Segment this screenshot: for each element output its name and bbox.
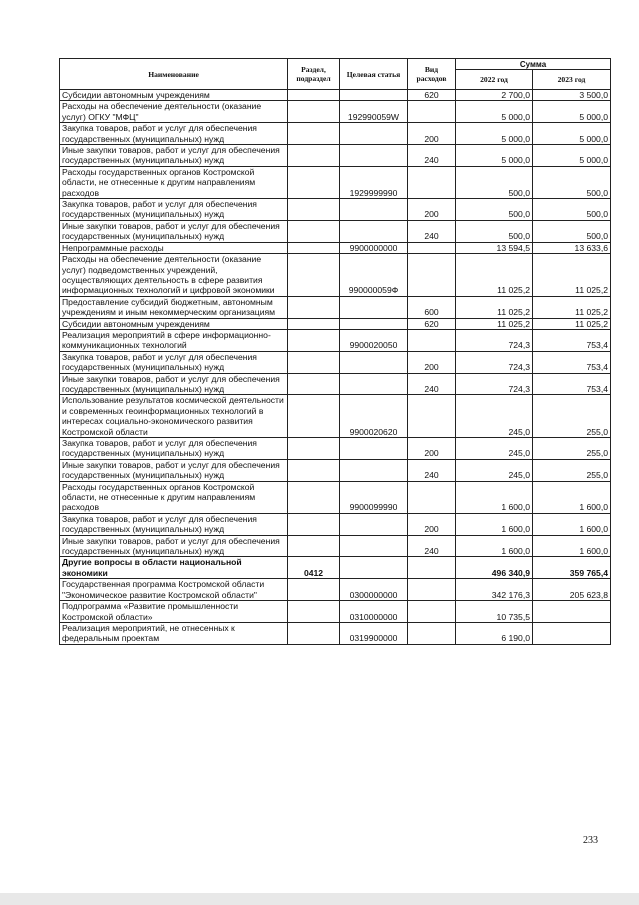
row-section-cell bbox=[288, 481, 340, 513]
row-section-cell bbox=[288, 123, 340, 145]
row-2023-cell: 11 025,2 bbox=[533, 318, 611, 329]
row-kind-cell bbox=[408, 166, 456, 198]
row-kind-cell: 200 bbox=[408, 438, 456, 460]
row-2022-cell: 11 025,2 bbox=[456, 296, 533, 318]
row-2022-cell: 342 176,3 bbox=[456, 579, 533, 601]
row-name-cell: Расходы государственных органов Костромской области, не отнесенные к другим направлениям расходов bbox=[60, 481, 288, 513]
row-name-cell: Другие вопросы в области национальной экономики bbox=[60, 557, 288, 579]
row-kind-cell bbox=[408, 557, 456, 579]
row-name-cell: Реализация мероприятий в сфере информационно-коммуникационных технологий bbox=[60, 329, 288, 351]
row-2023-cell: 1 600,0 bbox=[533, 513, 611, 535]
header-2023: 2023 год bbox=[533, 70, 611, 90]
table-row bbox=[60, 166, 611, 198]
row-section-cell bbox=[288, 145, 340, 167]
row-2023-cell: 1 600,0 bbox=[533, 481, 611, 513]
table-row bbox=[60, 242, 611, 253]
row-target-cell bbox=[340, 373, 408, 395]
row-2023-cell bbox=[533, 622, 611, 644]
budget-table bbox=[59, 58, 611, 645]
row-2022-cell: 5 000,0 bbox=[456, 145, 533, 167]
row-section-cell bbox=[288, 254, 340, 297]
table-row bbox=[60, 220, 611, 242]
header-2022: 2022 год bbox=[456, 70, 533, 90]
row-section-cell bbox=[288, 459, 340, 481]
row-2023-cell: 753,4 bbox=[533, 329, 611, 351]
row-section-cell: 0412 bbox=[288, 557, 340, 579]
row-name-cell: Иные закупки товаров, работ и услуг для обеспечения государственных (муниципальных) нужд bbox=[60, 535, 288, 557]
row-target-cell: 9900000000 bbox=[340, 242, 408, 253]
row-2023-cell: 13 633,6 bbox=[533, 242, 611, 253]
row-name-cell: Субсидии автономным учреждениям bbox=[60, 90, 288, 101]
row-2022-cell: 245,0 bbox=[456, 438, 533, 460]
table-row bbox=[60, 123, 611, 145]
row-target-cell bbox=[340, 296, 408, 318]
row-kind-cell bbox=[408, 395, 456, 438]
table-header bbox=[60, 59, 611, 90]
row-kind-cell bbox=[408, 254, 456, 297]
row-2022-cell: 724,3 bbox=[456, 373, 533, 395]
row-target-cell: 990000059Ф bbox=[340, 254, 408, 297]
row-2022-cell: 724,3 bbox=[456, 329, 533, 351]
row-2023-cell: 5 000,0 bbox=[533, 101, 611, 123]
row-kind-cell: 240 bbox=[408, 220, 456, 242]
row-target-cell bbox=[340, 535, 408, 557]
row-2023-cell: 500,0 bbox=[533, 220, 611, 242]
table-body bbox=[60, 90, 611, 645]
row-2022-cell: 1 600,0 bbox=[456, 535, 533, 557]
row-2023-cell: 11 025,2 bbox=[533, 254, 611, 297]
table-row bbox=[60, 535, 611, 557]
row-section-cell bbox=[288, 220, 340, 242]
table-row bbox=[60, 199, 611, 221]
row-name-cell: Расходы государственных органов Костромской области, не отнесенные к другим направлениям расходов bbox=[60, 166, 288, 198]
row-2022-cell: 6 190,0 bbox=[456, 622, 533, 644]
row-section-cell bbox=[288, 373, 340, 395]
row-target-cell: 9900020620 bbox=[340, 395, 408, 438]
row-2022-cell: 500,0 bbox=[456, 220, 533, 242]
row-target-cell: 1929999990 bbox=[340, 166, 408, 198]
row-target-cell bbox=[340, 145, 408, 167]
row-target-cell bbox=[340, 220, 408, 242]
row-2023-cell: 11 025,2 bbox=[533, 296, 611, 318]
row-2022-cell: 245,0 bbox=[456, 395, 533, 438]
row-kind-cell: 200 bbox=[408, 351, 456, 373]
row-2022-cell: 1 600,0 bbox=[456, 513, 533, 535]
row-target-cell bbox=[340, 351, 408, 373]
row-name-cell: Расходы на обеспечение деятельности (оказание услуг) ОГКУ "МФЦ" bbox=[60, 101, 288, 123]
row-name-cell: Закупка товаров, работ и услуг для обеспечения государственных (муниципальных) нужд bbox=[60, 123, 288, 145]
row-name-cell: Государственная программа Костромской области "Экономическое развитие Костромской области" bbox=[60, 579, 288, 601]
row-section-cell bbox=[288, 513, 340, 535]
row-kind-cell bbox=[408, 329, 456, 351]
row-target-cell: 9900020050 bbox=[340, 329, 408, 351]
row-kind-cell: 200 bbox=[408, 199, 456, 221]
row-2023-cell: 500,0 bbox=[533, 166, 611, 198]
page-number: 233 bbox=[583, 835, 598, 846]
row-2022-cell: 496 340,9 bbox=[456, 557, 533, 579]
row-name-cell: Непрограммные расходы bbox=[60, 242, 288, 253]
row-name-cell: Иные закупки товаров, работ и услуг для обеспечения государственных (муниципальных) нужд bbox=[60, 145, 288, 167]
row-target-cell bbox=[340, 459, 408, 481]
row-kind-cell: 240 bbox=[408, 459, 456, 481]
row-target-cell: 0300000000 bbox=[340, 579, 408, 601]
row-name-cell: Подпрограмма «Развитие промышленности Костромской области» bbox=[60, 601, 288, 623]
row-target-cell bbox=[340, 199, 408, 221]
row-2022-cell: 245,0 bbox=[456, 459, 533, 481]
table-row bbox=[60, 513, 611, 535]
row-2023-cell: 1 600,0 bbox=[533, 535, 611, 557]
row-kind-cell bbox=[408, 242, 456, 253]
table-row bbox=[60, 296, 611, 318]
row-section-cell bbox=[288, 622, 340, 644]
row-2022-cell: 11 025,2 bbox=[456, 318, 533, 329]
row-2022-cell: 1 600,0 bbox=[456, 481, 533, 513]
table-row bbox=[60, 329, 611, 351]
row-name-cell: Субсидии автономным учреждениям bbox=[60, 318, 288, 329]
row-kind-cell: 600 bbox=[408, 296, 456, 318]
row-name-cell: Предоставление субсидий бюджетным, автономным учреждениям и иным некоммерческим организациям bbox=[60, 296, 288, 318]
row-kind-cell: 240 bbox=[408, 373, 456, 395]
row-kind-cell bbox=[408, 101, 456, 123]
row-2022-cell: 10 735,5 bbox=[456, 601, 533, 623]
row-2022-cell: 5 000,0 bbox=[456, 101, 533, 123]
row-kind-cell: 620 bbox=[408, 318, 456, 329]
header-sum: Сумма bbox=[456, 59, 611, 70]
header-name: Наименование bbox=[60, 59, 288, 90]
row-2023-cell: 255,0 bbox=[533, 459, 611, 481]
row-name-cell: Закупка товаров, работ и услуг для обеспечения государственных (муниципальных) нужд bbox=[60, 438, 288, 460]
row-target-cell: 0319900000 bbox=[340, 622, 408, 644]
table-row bbox=[60, 254, 611, 297]
row-target-cell bbox=[340, 438, 408, 460]
row-section-cell bbox=[288, 199, 340, 221]
row-name-cell: Закупка товаров, работ и услуг для обеспечения государственных (муниципальных) нужд bbox=[60, 513, 288, 535]
header-kind: Вид расходов bbox=[408, 59, 456, 90]
row-kind-cell: 200 bbox=[408, 513, 456, 535]
row-2023-cell: 255,0 bbox=[533, 395, 611, 438]
table-row bbox=[60, 351, 611, 373]
row-kind-cell bbox=[408, 579, 456, 601]
header-target: Целевая статья bbox=[340, 59, 408, 90]
table-row bbox=[60, 557, 611, 579]
row-2023-cell: 205 623,8 bbox=[533, 579, 611, 601]
row-2022-cell: 500,0 bbox=[456, 199, 533, 221]
row-kind-cell bbox=[408, 481, 456, 513]
table-row bbox=[60, 318, 611, 329]
row-2022-cell: 5 000,0 bbox=[456, 123, 533, 145]
row-kind-cell: 620 bbox=[408, 90, 456, 101]
row-kind-cell: 240 bbox=[408, 535, 456, 557]
row-section-cell bbox=[288, 579, 340, 601]
row-kind-cell: 200 bbox=[408, 123, 456, 145]
row-name-cell: Закупка товаров, работ и услуг для обеспечения государственных (муниципальных) нужд bbox=[60, 351, 288, 373]
row-2023-cell: 753,4 bbox=[533, 373, 611, 395]
row-section-cell bbox=[288, 318, 340, 329]
row-name-cell: Закупка товаров, работ и услуг для обеспечения государственных (муниципальных) нужд bbox=[60, 199, 288, 221]
row-name-cell: Реализация мероприятий, не отнесенных к федеральным проектам bbox=[60, 622, 288, 644]
row-2023-cell: 500,0 bbox=[533, 199, 611, 221]
row-target-cell bbox=[340, 90, 408, 101]
row-2023-cell bbox=[533, 601, 611, 623]
row-2023-cell: 3 500,0 bbox=[533, 90, 611, 101]
scan-footer-band bbox=[0, 893, 639, 905]
row-section-cell bbox=[288, 166, 340, 198]
table-row bbox=[60, 101, 611, 123]
row-section-cell bbox=[288, 601, 340, 623]
row-section-cell bbox=[288, 395, 340, 438]
row-section-cell bbox=[288, 242, 340, 253]
row-2022-cell: 500,0 bbox=[456, 166, 533, 198]
row-kind-cell: 240 bbox=[408, 145, 456, 167]
row-kind-cell bbox=[408, 622, 456, 644]
row-target-cell bbox=[340, 557, 408, 579]
row-target-cell bbox=[340, 123, 408, 145]
table-row bbox=[60, 90, 611, 101]
table-row bbox=[60, 438, 611, 460]
row-2022-cell: 2 700,0 bbox=[456, 90, 533, 101]
row-target-cell: 0310000000 bbox=[340, 601, 408, 623]
row-name-cell: Иные закупки товаров, работ и услуг для обеспечения государственных (муниципальных) нужд bbox=[60, 459, 288, 481]
header-section: Раздел, подраздел bbox=[288, 59, 340, 90]
row-2023-cell: 5 000,0 bbox=[533, 145, 611, 167]
row-name-cell: Иные закупки товаров, работ и услуг для обеспечения государственных (муниципальных) нужд bbox=[60, 220, 288, 242]
row-name-cell: Использование результатов космической деятельности и современных геоинформационных технологий в интересах социально-экономического развития Костромской области bbox=[60, 395, 288, 438]
row-kind-cell bbox=[408, 601, 456, 623]
row-section-cell bbox=[288, 101, 340, 123]
row-name-cell: Иные закупки товаров, работ и услуг для обеспечения государственных (муниципальных) нужд bbox=[60, 373, 288, 395]
row-target-cell bbox=[340, 318, 408, 329]
row-target-cell bbox=[340, 513, 408, 535]
table-row bbox=[60, 622, 611, 644]
table-row bbox=[60, 601, 611, 623]
row-2023-cell: 753,4 bbox=[533, 351, 611, 373]
table-row bbox=[60, 459, 611, 481]
row-section-cell bbox=[288, 351, 340, 373]
row-target-cell: 9900099990 bbox=[340, 481, 408, 513]
row-2022-cell: 11 025,2 bbox=[456, 254, 533, 297]
row-section-cell bbox=[288, 535, 340, 557]
row-name-cell: Расходы на обеспечение деятельности (оказание услуг) подведомственных учреждений, осуществляющих деятельность в сфере развития информационных технологий и цифровой экономики bbox=[60, 254, 288, 297]
row-2022-cell: 724,3 bbox=[456, 351, 533, 373]
row-2022-cell: 13 594,5 bbox=[456, 242, 533, 253]
row-section-cell bbox=[288, 438, 340, 460]
row-2023-cell: 359 765,4 bbox=[533, 557, 611, 579]
table-row bbox=[60, 395, 611, 438]
row-section-cell bbox=[288, 329, 340, 351]
row-section-cell bbox=[288, 90, 340, 101]
table-row bbox=[60, 145, 611, 167]
table-row bbox=[60, 373, 611, 395]
row-2023-cell: 5 000,0 bbox=[533, 123, 611, 145]
row-2023-cell: 255,0 bbox=[533, 438, 611, 460]
table-row bbox=[60, 481, 611, 513]
row-section-cell bbox=[288, 296, 340, 318]
table-row bbox=[60, 579, 611, 601]
row-target-cell: 192990059W bbox=[340, 101, 408, 123]
